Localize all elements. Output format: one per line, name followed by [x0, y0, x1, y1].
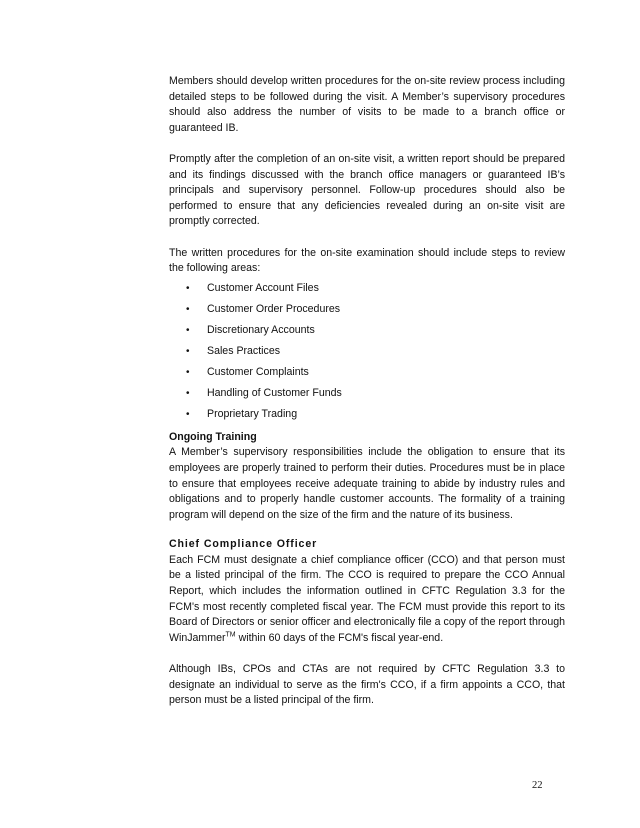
list-item: • Customer Order Procedures: [169, 302, 565, 323]
cco-heading: Chief Compliance Officer: [169, 538, 318, 551]
list-item: • Sales Practices: [169, 344, 565, 365]
paragraph-written-report: Promptly after the completion of an on-site visit, a written report should be prepared and its findings discussed with the branch office managers or guaranteed IB’s principals and supervisory personnel. Follow-up procedures should also be performed to ensure that any deficiencies revealed during an on-site visit are promptly corrected.: [169, 152, 565, 228]
list-item: • Customer Account Files: [169, 281, 565, 302]
review-areas-list: [169, 281, 565, 428]
cco-paragraph-2: Although IBs, CPOs and CTAs are not required by CFTC Regulation 3.3 to designate an individual to serve as the firm's CCO, if a firm appoints a CCO, that person must be a listed principal of the firm.: [169, 663, 565, 707]
trademark-mark: TM: [225, 631, 236, 639]
bullet-icon: •: [186, 408, 190, 420]
paragraph-onsite-procedures: Members should develop written procedures for the on-site review process including detailed steps to be followed during the visit. A Member’s supervisory procedures should also address the number of visits to be made to a branch office or guaranteed IB.: [169, 75, 565, 134]
list-item: • Proprietary Trading: [169, 407, 565, 428]
bullet-icon: •: [186, 387, 190, 399]
ongoing-training-paragraph: A Member’s supervisory responsibilities include the obligation to ensure that its employees are properly trained to perform their duties. Procedures must be in place to ensure that employees receive adequate training to abide by industry rules and obligations and to properly handle customer accounts. The formality of a training program will depend on the size of the firm and the nature of its business.: [169, 446, 565, 521]
bullet-icon: •: [186, 324, 190, 336]
bullet-icon: •: [186, 282, 190, 294]
list-item: • Handling of Customer Funds: [169, 386, 565, 407]
ongoing-training-heading: Ongoing Training: [169, 430, 257, 443]
document-body: [169, 74, 565, 709]
bullet-icon: •: [186, 345, 190, 357]
bullet-icon: •: [186, 366, 190, 378]
cco-paragraph: Each FCM must designate a chief compliance officer (CCO) and that person must be a listed principal of the firm. The CCO is required to prepare the CCO Annual Report, which includes the information outlined in CFTC Regulation 3.3 for the FCM's most recently completed fiscal year. The FCM must provide this report to its Board of Directors or senior officer and electronically file a copy of the report through WinJammer™ within 60 days of the FCM's fiscal year-end.: [169, 553, 565, 644]
page-number: 22: [532, 780, 543, 791]
list-item: • Customer Complaints: [169, 365, 565, 386]
paragraph-review-areas-intro: The written procedures for the on-site examination should include steps to review the following areas:: [169, 246, 565, 275]
list-item: • Discretionary Accounts: [169, 323, 565, 344]
bullet-icon: •: [186, 303, 190, 315]
